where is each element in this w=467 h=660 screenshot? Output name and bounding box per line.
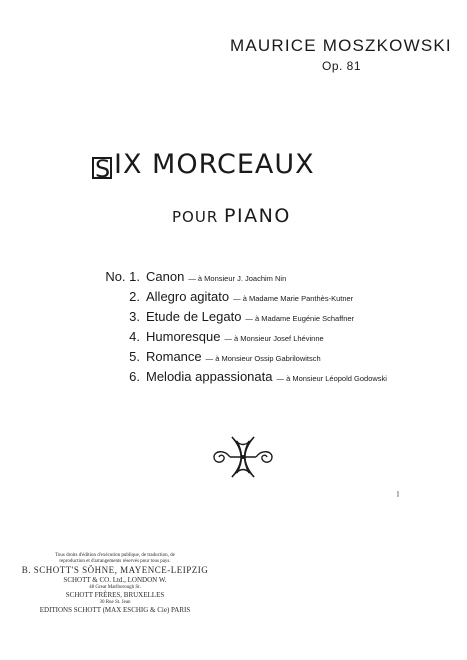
paper-speck <box>397 491 399 497</box>
rights-line-2: reproduction et d'arrangements réservés pour tous pays. <box>59 559 171 564</box>
publisher-london-address: 48 Great Marlborough St. <box>89 585 141 590</box>
piece-dedication: — à Madame Eugénie Schaffner <box>245 314 355 323</box>
piece-number: 2. <box>129 289 140 304</box>
piece-name: Canon <box>146 269 185 284</box>
lyre-flourish-icon <box>210 433 276 481</box>
piece-name: Allegro agitato <box>146 289 230 304</box>
piece-dedication: — à Madame Marie Panthès-Kutner <box>233 294 354 303</box>
piece-name: Etude de Legato <box>146 309 242 324</box>
list-item <box>100 369 460 389</box>
publisher-london: SCHOTT & CO. Ltd., LONDON W. <box>63 576 167 584</box>
piece-dedication: — à Monsieur J. Joachim Nin <box>188 274 287 283</box>
page-title <box>92 143 315 183</box>
piece-dedication: — à Monsieur Josef Lhévinne <box>224 334 324 343</box>
title-text: IX MORCEAUX <box>114 149 315 180</box>
publisher-block <box>12 553 218 615</box>
list-item <box>100 289 460 309</box>
publisher-brussels: SCHOTT FRÈRES, BRUXELLES <box>65 591 165 599</box>
subtitle <box>172 205 291 227</box>
piece-number: 6. <box>129 369 140 384</box>
list-item <box>100 329 460 349</box>
opus-number: Op. 81 <box>322 59 362 73</box>
title-initial: S <box>95 155 111 183</box>
subtitle-prefix: POUR <box>172 208 219 226</box>
piece-dedication: — à Monsieur Ossip Gabrilowitsch <box>205 354 321 363</box>
piece-list <box>100 269 460 389</box>
piece-name: Melodia appassionata <box>146 369 273 384</box>
piece-number: 3. <box>129 309 140 324</box>
list-item <box>100 349 460 369</box>
piece-number: 4. <box>129 329 140 344</box>
publisher-brussels-address: 30 Rue St. Jean <box>99 600 131 605</box>
list-item <box>100 309 460 329</box>
title-initial-box <box>92 155 112 183</box>
piece-name: Romance <box>146 349 202 364</box>
rights-line-1: Tous droits d'édition d'exécution publique, de traduction, de <box>55 553 175 558</box>
piece-number: No. 1. <box>105 269 140 284</box>
list-item <box>100 269 460 289</box>
composer-name: MAURICE MOSZKOWSKI <box>230 36 452 55</box>
publisher-paris: EDITIONS SCHOTT (MAX ESCHIG & Cie) PARIS <box>39 606 191 614</box>
piece-name: Humoresque <box>146 329 221 344</box>
piece-number: 5. <box>129 349 140 364</box>
publisher-main: B. SCHOTT'S SÖHNE, MAYENCE-LEIPZIG <box>21 565 209 575</box>
subtitle-instrument: PIANO <box>224 205 291 227</box>
piece-dedication: — à Monsieur Léopold Godowski <box>276 374 387 383</box>
